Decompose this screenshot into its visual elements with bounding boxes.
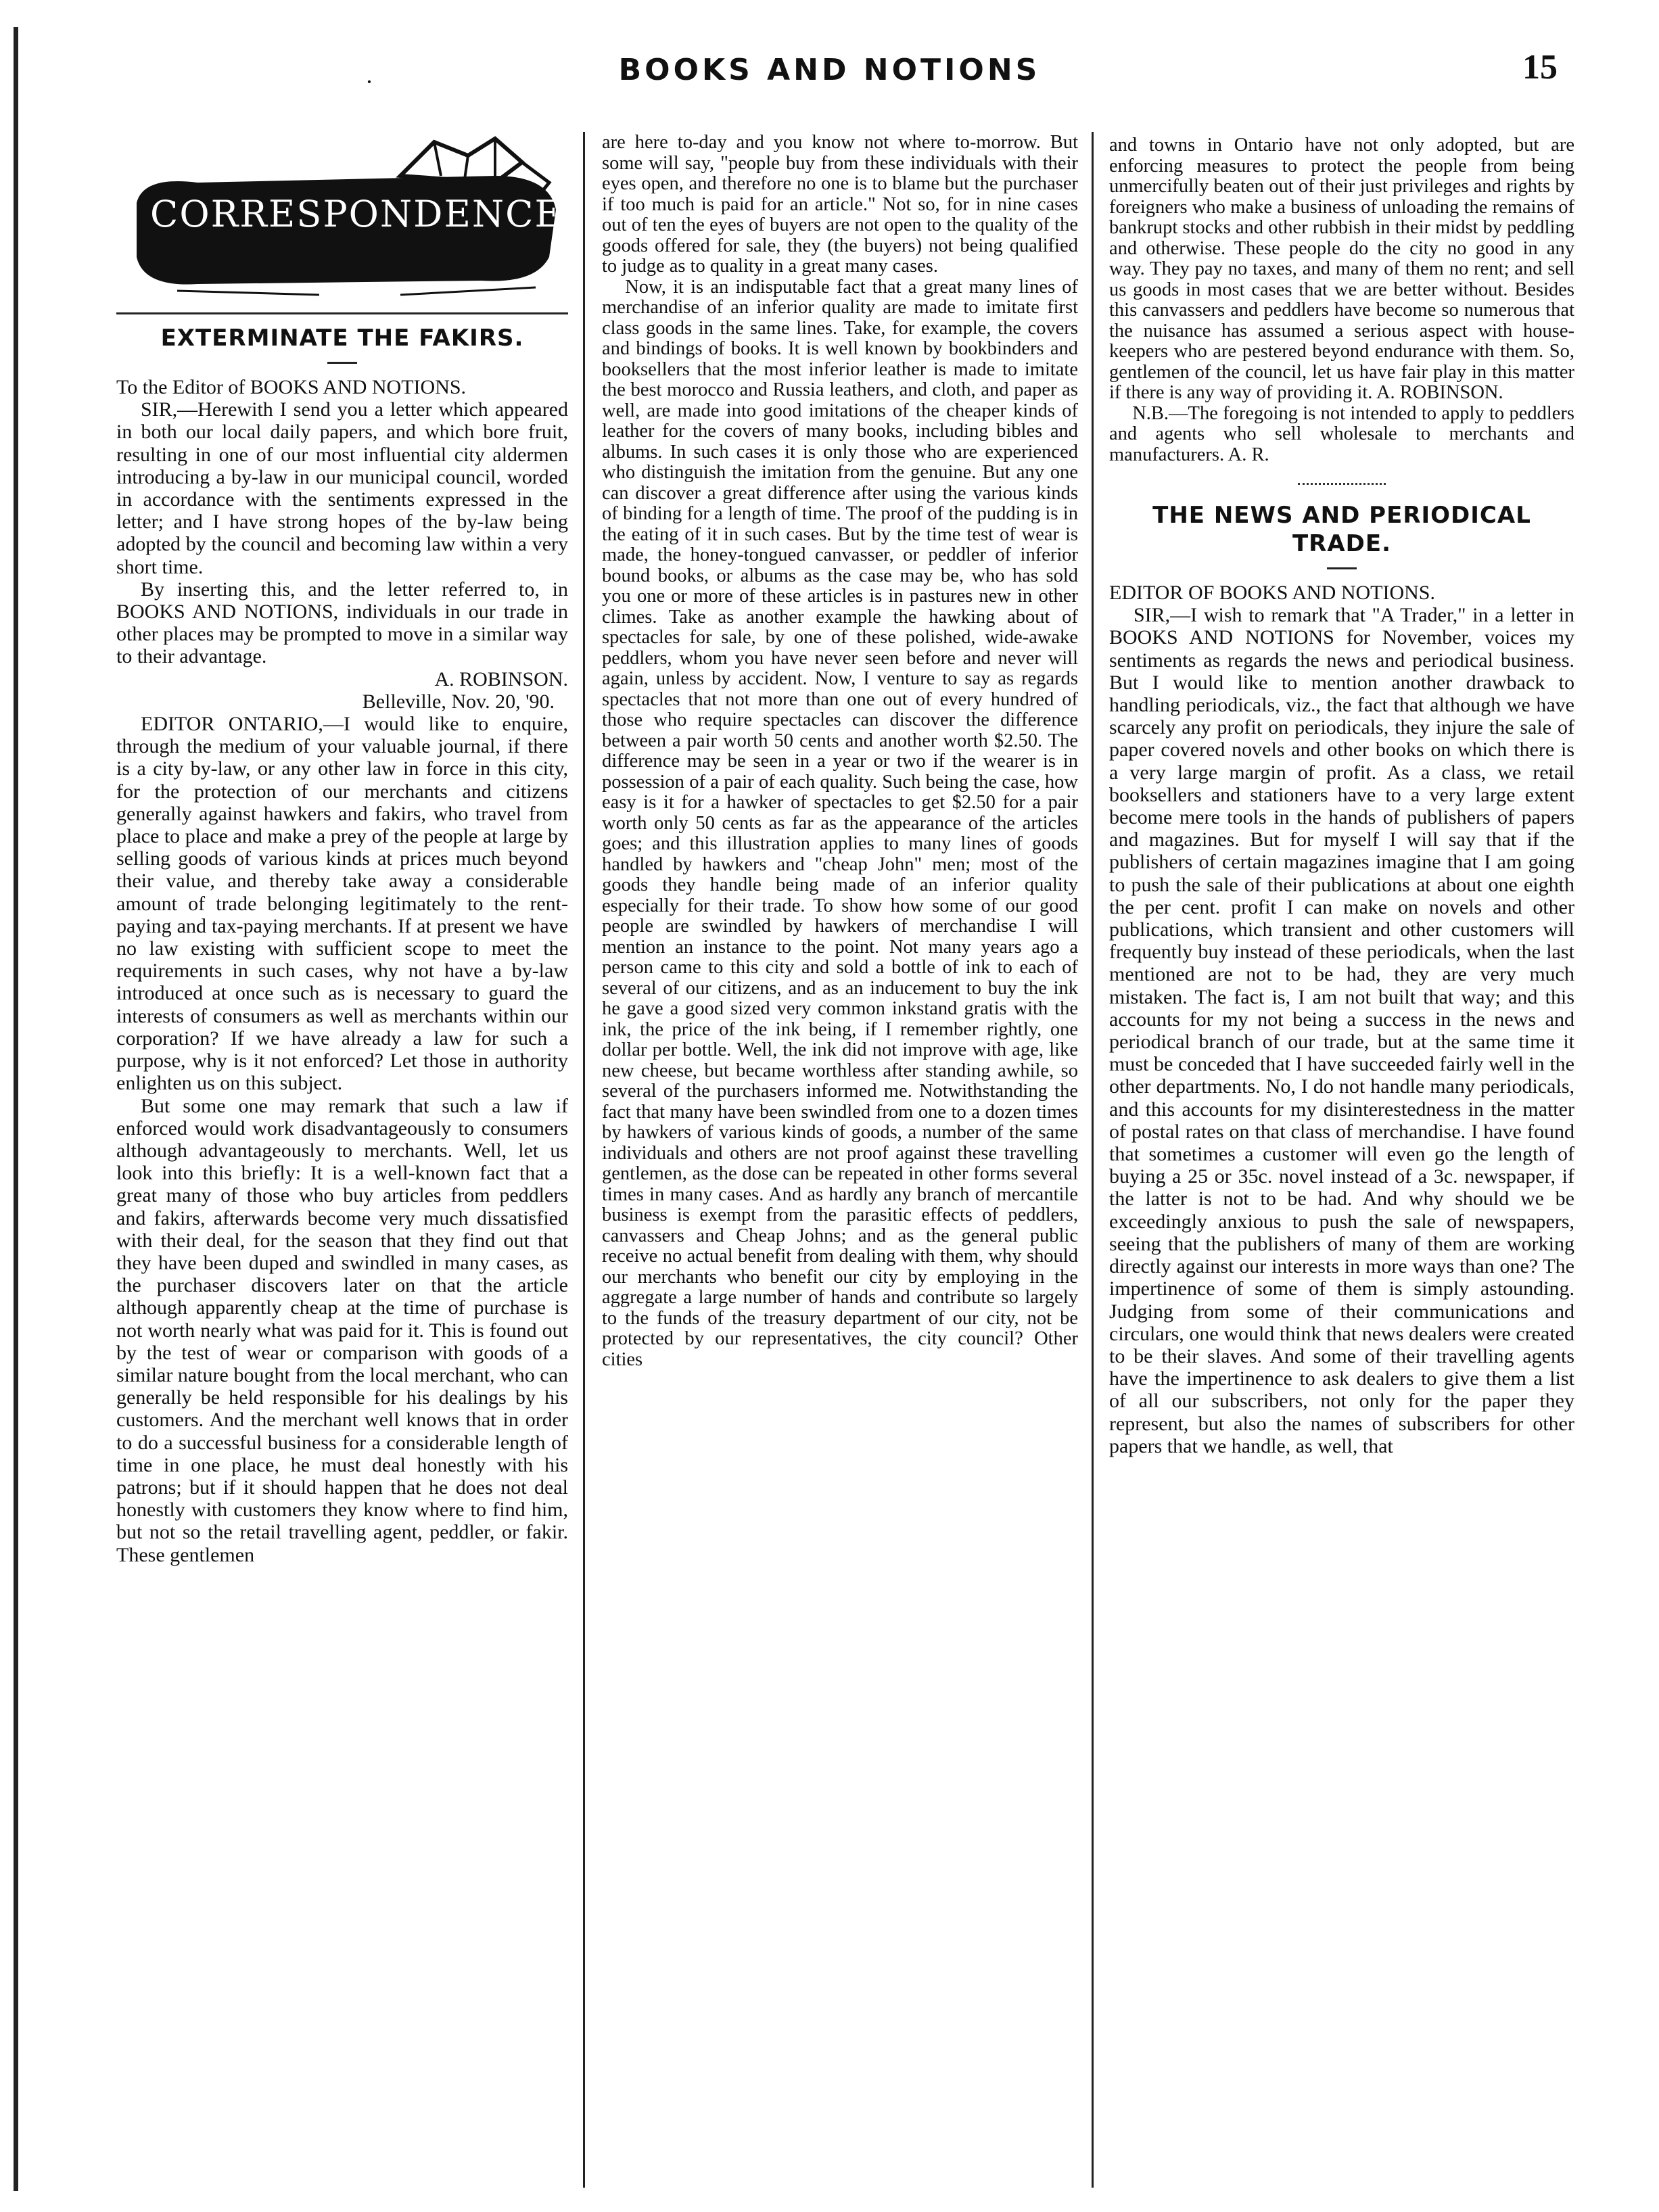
paragraph: EDITOR ONTARIO,—I would like to enquire, through the medium of your valuable journal, if there is a city by-law, or any other law in force in this city, for the protection of our merchants and citizens generally against hawkers and fakirs, who travel from place to place and make a prey of the people at large by selling goods of various kinds at prices much beyond their value, and thereby take away a considerable amount of trade belonging legitimately to the rent-paying and tax-paying merchants. If at present we have no law existing with sufficient scope to meet the requirements in such cases, why not have a by-law introduced at once such as is necessary to guard the interests of consumers as well as merchants within our corporation? If we have already a law for such a purpose, why is it not enforced? Let those in authority enlighten us on this subject. xyxy=(116,713,568,1095)
column-1 xyxy=(116,135,568,1566)
column-2 xyxy=(602,133,1078,1370)
correspondence-logo xyxy=(116,135,568,304)
left-margin-rule xyxy=(14,27,18,2191)
paragraph: SIR,—I wish to remark that "A Trader," in a letter in BOOKS AND NOTIONS for November, voices my sentiments as regards the news and periodical business. But I would like to mention another drawback to handling periodicals, viz., the fact that although we have scarcely any profit on periodicals, they injure the sale of paper covered novels and other books on which there is a very large margin of profit. As a class, we retail booksellers and stationers have to a very large extent become mere tools in the hands of publishers of papers and magazines. But for myself I will say that if the publishers of certain magazines imagine that I am going to push the sale of their publications at about one eighth the per cent. profit I can make on novels and other publications, which transient and other customers will frequently buy instead of these periodicals, when the last mentioned are not to be had, they are very much mistaken. The fact is, I am not built that way; and this accounts for my not being a success in the news and periodical branch of our trade, but at the same time it must be conceded that I have succeeded fairly well in the other departments. No, I do not handle many periodicals, and this accounts for my disinterestedness in the matter of postal rates on that class of merchandise. I have found that sometimes a customer will even go the length of buying a 25 or 35c. novel instead of a 3c. newspaper, if the latter is not to be had. And why should we be exceedingly anxious to push the sale of newspapers, seeing that the publishers of many of them are working directly against our interests in more ways than one? The impertinence of some of them is simply astounding. Judging from some of their communications and circulars, one would think that news dealers were created to be their slaves. And some of their travelling agents have the impertinence to ask dealers to give them a list of all our subscribers, not only for the paper they represent, but also the names of subscribers for other papers that we handle, as well, that xyxy=(1109,604,1574,1457)
paragraph: N.B.—The foregoing is not intended to apply to peddlers and agents who sell wholesale to merchants and manufacturers. A. R. xyxy=(1109,402,1574,465)
page-header-title: BOOKS AND NOTIONS xyxy=(618,53,1041,87)
paragraph: Now, it is an indisputable fact that a great many lines of merchandise of an inferior quality are made to imitate first class goods in the same lines. Take, for example, the covers and bindings of books. It is well known by bookbinders and booksellers that the most inferior leather is made to imitate the best morocco and Russia leathers, and cloth, and paper as well, are made into good imitations of the cheaper kinds of leather for the covers of many books, including bibles and albums. In such cases it is only those who are experienced who distinguish the imitation from the genuine. But any one can discover a great difference after using the various kinds of binding for a length of time. The proof of the pudding is in the eating of it in such cases. But by the time test of wear is made, the honey-tongued canvasser, or peddler of inferior bound books, or albums as the case may be, who has sold you one or more of these articles is in pastures new in other climes. Take as another example the hawking about of spectacles for sale, by one of these polished, wide-awake peddlers, whom you have never seen before and never will again, unless by accident. Now, I venture to say as regards spectacles that not more than one out of every hundred of those who require spectacles can discover the difference between a pair worth 50 cents and another worth $2.50. The difference may be seen in a year or two if the wearer is in possession of a pair of each quality. Such being the case, how easy is it for a hawker of spectacles to get $2.50 for a pair worth only 50 cents as far as the appearance of the articles goes; and this illustration applies to many lines of goods handled by hawkers and "cheap John" men; most of the goods they handle being made of an inferior quality especially for their trade. To show how some of our good people are swindled by hawkers of merchandise I will mention an instance to the point. Not many years ago a person came to this city and sold a bottle of ink to each of several of our citizens, and as an inducement to buy the ink he gave a good sized very common inkstand gratis with the ink, the price of the ink being, if I remember rightly, one dollar per bottle. Well, the ink did not improve with age, like new cheese, but became worthless after standing awhile, so several of the purchasers informed me. Notwithstanding the fact that many have been swindled from one to a dozen times by hawkers of various kinds of goods, a number of the same individuals and others are not proof against these travelling gentlemen, as the dose can be repeated in other forms several times in many cases. And as hardly any branch of mercantile business is exempt from the parasitic effects of peddlers, canvassers and Cheap Johns; and as the general public receive no actual benefit from dealing with them, why should our merchants who benefit our city by employing in the aggregate a large number of hands and contribute so largely to the funds of the treasury department of our city, not be protected by our representatives, the city council? Other cities xyxy=(602,276,1078,1370)
paragraph: But some one may remark that such a law if enforced would work disadvantageously to consumers although advantageously to merchants. Well, let us look into this briefly: It is a well-known fact that a great many of those who buy articles from peddlers and fakirs, afterwards become very much dissatisfied with their deal, for the season that they find out that they have been duped and swindled in many cases, as the purchaser discovers later on that the article although apparently cheap at the time of purchase is not worth nearly what was paid for it. This is found out by the test of wear or comparison with goods of a similar nature bought from the local merchant, who can generally be held responsible for his dealings by his customers. And the merchant well knows that in order to do a successful business for a considerable length of time in one place, he must deal honestly with his patrons; but if it should happen that he does not deal honestly with customers they know where to find him, but not so the retail travelling agent, peddler, or fakir. These gentlemen xyxy=(116,1094,568,1566)
short-rule xyxy=(1327,567,1357,569)
short-rule xyxy=(327,362,357,364)
column-divider-1 xyxy=(583,132,585,2188)
signature-place-date: Belleville, Nov. 20, '90. xyxy=(362,690,555,713)
salutation: EDITOR OF BOOKS AND NOTIONS. xyxy=(1109,582,1435,604)
paragraph: are here to-day and you know not where to-morrow. But some will say, "people buy from these individuals with their eyes open, and therefore no one is to blame but the purchaser if too much is paid for an article." Not so, for in nine cases out of ten the eyes of buyers are not open to the quality of the goods offered for sale, they (the buyers) not being qualified to judge as to quality in a great many cases. xyxy=(602,132,1078,277)
page-number: 15 xyxy=(1522,48,1558,87)
salutation: To the Editor of BOOKS AND NOTIONS. xyxy=(116,376,467,398)
logo-text: CORRESPONDENCE xyxy=(150,193,563,235)
heading-rule xyxy=(116,312,568,314)
dotted-divider xyxy=(1298,483,1386,485)
article-heading-news: THE NEWS AND PERIODICAL TRADE. xyxy=(1152,502,1531,557)
signature-name: A. ROBINSON. xyxy=(434,667,568,690)
header-dot: · xyxy=(365,68,373,95)
article-heading-fakirs: EXTERMINATE THE FAKIRS. xyxy=(160,325,524,352)
paragraph: By inserting this, and the letter referred to, in BOOKS AND NOTIONS, individuals in our trade in other places may be prompted to move in a similar way to their advantage. xyxy=(116,578,568,668)
paragraph: SIR,—Herewith I send you a letter which appeared in both our local daily papers, and which bore fruit, resulting in one of our most influential city aldermen introducing a by-law in our municipal council, worded in accordance with the sentiments expressed in the letter; and I have strong hopes of the by-law being adopted by the council and becoming law within a very short time. xyxy=(116,398,568,578)
column-divider-2 xyxy=(1092,132,1094,2188)
paragraph: and towns in Ontario have not only adopted, but are enforcing measures to protect the people from being unmercifully beaten out of their just privileges and rights by foreigners who make a business of unloading the remains of bankrupt stocks and other rubbish in their midst by peddling and otherwise. These people do the city no good in any way. They pay no taxes, and many of them no rent; and sell us goods in most cases that we are better without. Besides this canvassers and peddlers have become so numerous that the nuisance has assumed a serious aspect with house-keepers who are pestered beyond endurance with them. So, gentlemen of the council, let us have fair play in this matter if there is any way of providing it. A. ROBINSON. xyxy=(1109,135,1574,403)
column-3 xyxy=(1109,135,1574,1457)
